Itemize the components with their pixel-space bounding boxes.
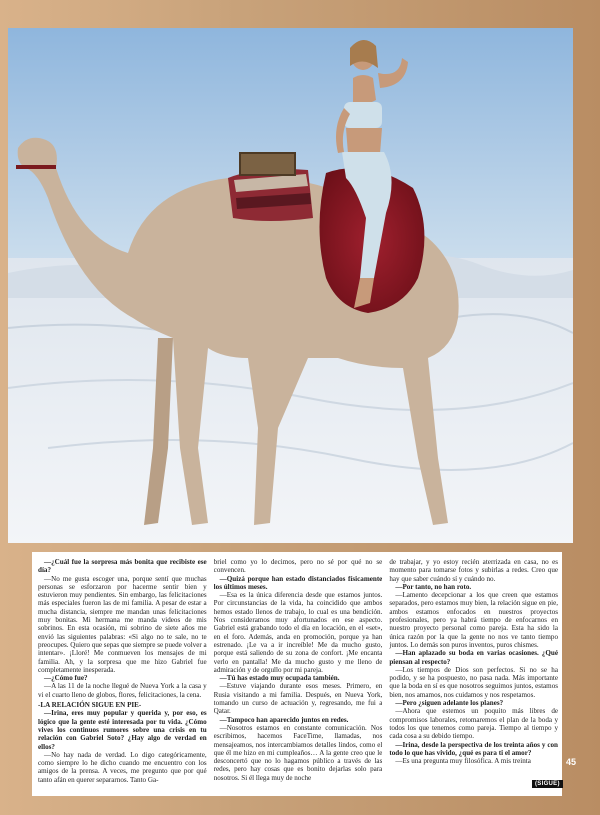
desert-camel-photo <box>8 28 573 543</box>
interview-question: —Irina, desde la perspectiva de los treinta años y con todo lo que has vivido, ¿qué es para ti el amor? <box>389 740 559 757</box>
section-subheading: -LA RELACIÓN SIGUE EN PIE- <box>38 701 142 710</box>
interview-question: —¿Cómo fue? <box>44 674 88 683</box>
page-number: 45 <box>566 757 577 767</box>
interview-answer: —Esa es la única diferencia desde que estamos juntos. Por circunstancias de la vida, ha coincidido que ambos hemos estado llenos de trabajo, lo cual es una bendición. Nos consideramos muy afortunados en ese aspecto. Gabriel está grabando todo el día en locación, en el «set», en el foro. Además, anda en promoción, porque ya han estrenado. ¡Le va a ir increíble! Me da mucho gusto, porque está saliendo de su zona de confort. ¡Me encanta verlo en pantalla! Me da mucho gusto y me lleno de admiración y de orgullo por mi pareja. <box>213 591 383 674</box>
article-column-2 <box>214 558 383 792</box>
interview-question: —¿Cuál fue la sorpresa más bonita que recibiste ese día? <box>38 558 207 575</box>
interview-answer: —Nosotros estamos en constante comunicación. Nos escribimos, hacemos FaceTime, llamadas, nos mensajeamos, nos intercambiamos detalles lindos, como el que él me hizo en mi cumpleaños… A la gente creo que le desconcertó que no lo hagamos público a través de las redes, pero hay cosas que es bonito dejarlas solo para nosotros. Si él llega muy de noche <box>213 723 383 782</box>
interview-answer: —Lamento decepcionar a los que creen que estamos separados, pero estamos muy bien, la relación sigue en pie, ambos estamos enfocados en nuestros proyectos profesionales, pero ya habrá tiempo de enfocarnos en nuestro proyecto personal como pareja. Esta ha sido la única razón por la que la gente no nos ve tanto tiempo juntos. Lo demás son puros inventos, puros chismes. <box>389 591 559 649</box>
interview-answer: —Estuve viajando durante esos meses. Primero, en Rusia visitando a mi familia. Después, en Nueva York, tomando un curso de actuación y, regresando, me fui a Qatar. <box>213 682 383 716</box>
article-column-3 <box>389 558 558 792</box>
article-text-box <box>32 552 562 796</box>
interview-question: —Pero ¿siguen adelante los planes? <box>395 699 504 708</box>
interview-answer: briel como yo lo decimos, pero no sé por qué no se convencen. <box>213 558 383 575</box>
interview-answer: —Los tiempos de Dios son perfectos. Si no se ha podido, y se ha pospuesto, no pasa nada. Más importante que la boda en sí es que nosotros seguimos juntos, estamos bien, nos amamos, nos cuidamos y nos respetamos. <box>389 665 559 699</box>
interview-question: —Tú has estado muy ocupada también. <box>219 674 340 683</box>
interview-question: —Irina, eres muy popular y querida y, por eso, es lógico que la gente esté interesada por tu vida. ¿Cómo vives los continuos rumores sobre una crisis en tu relación con Gabriel Soto? ¿Hay algo de verdad en ellos? <box>38 709 207 751</box>
interview-question: —Quizá porque han estado distanciados físicamente los últimos meses. <box>213 574 383 591</box>
interview-answer: —Es una pregunta muy filosófica. A mis treinta <box>395 757 531 766</box>
interview-answer: —No me gusta escoger una, porque sentí que muchas personas se esforzaron por hacerme sentir bien y estuvieron muy pendientes. Sin embargo, las felicitaciones más especiales fueron las de mi familia. A pesar de estar a mucha distancia, siempre me mandan unas felicitaciones muy bonitas. Mi hermana me manda videos de mis sobrinos. En esta ocasión, mi sobrino de siete años me envió las siguientes palabras: «Si algo no te sale, no te preocupes. Quiero que sepas que siempre se puede volver a intentar». ¡Lloré! Me conmueven los mensajes de mi familia. Ah, y la sorpresa que me hizo Gabriel fue completamente inesperada. <box>38 574 207 674</box>
continue-badge: (SIGUE) <box>532 780 563 788</box>
interview-question: —Por tanto, no han roto. <box>395 582 472 591</box>
interview-answer: —Ahora que estemos un poquito más libres de compromisos laborales, retomaremos el plan de la boda y todos los que tenemos como pareja. Tiempo al tiempo y cada cosa a su debido tiempo. <box>389 707 559 741</box>
interview-answer: —A las 11 de la noche llegué de Nueva York a la casa y vi el cuarto lleno de globos, flores, felicitaciones, la cena. <box>38 682 207 699</box>
interview-question: —Han aplazado su boda en varias ocasiones. ¿Qué piensan al respecto? <box>389 649 559 666</box>
interview-question: —Tampoco han aparecido juntos en redes. <box>219 715 349 724</box>
interview-answer: —No hay nada de verdad. Lo digo categóricamente, como siempre lo he dicho cuando me encuentro con los amigos de la prensa. A veces, me pregunto que por qué tanto afán en querer separarnos. Tanto Ga- <box>38 750 207 784</box>
article-column-1 <box>38 558 207 792</box>
interview-answer: de trabajar, y yo estoy recién aterrizada en casa, no es momento para tomarse fotos y subirlas a redes. Creo que hay que saber cuándo sí y cuándo no. <box>389 558 559 583</box>
